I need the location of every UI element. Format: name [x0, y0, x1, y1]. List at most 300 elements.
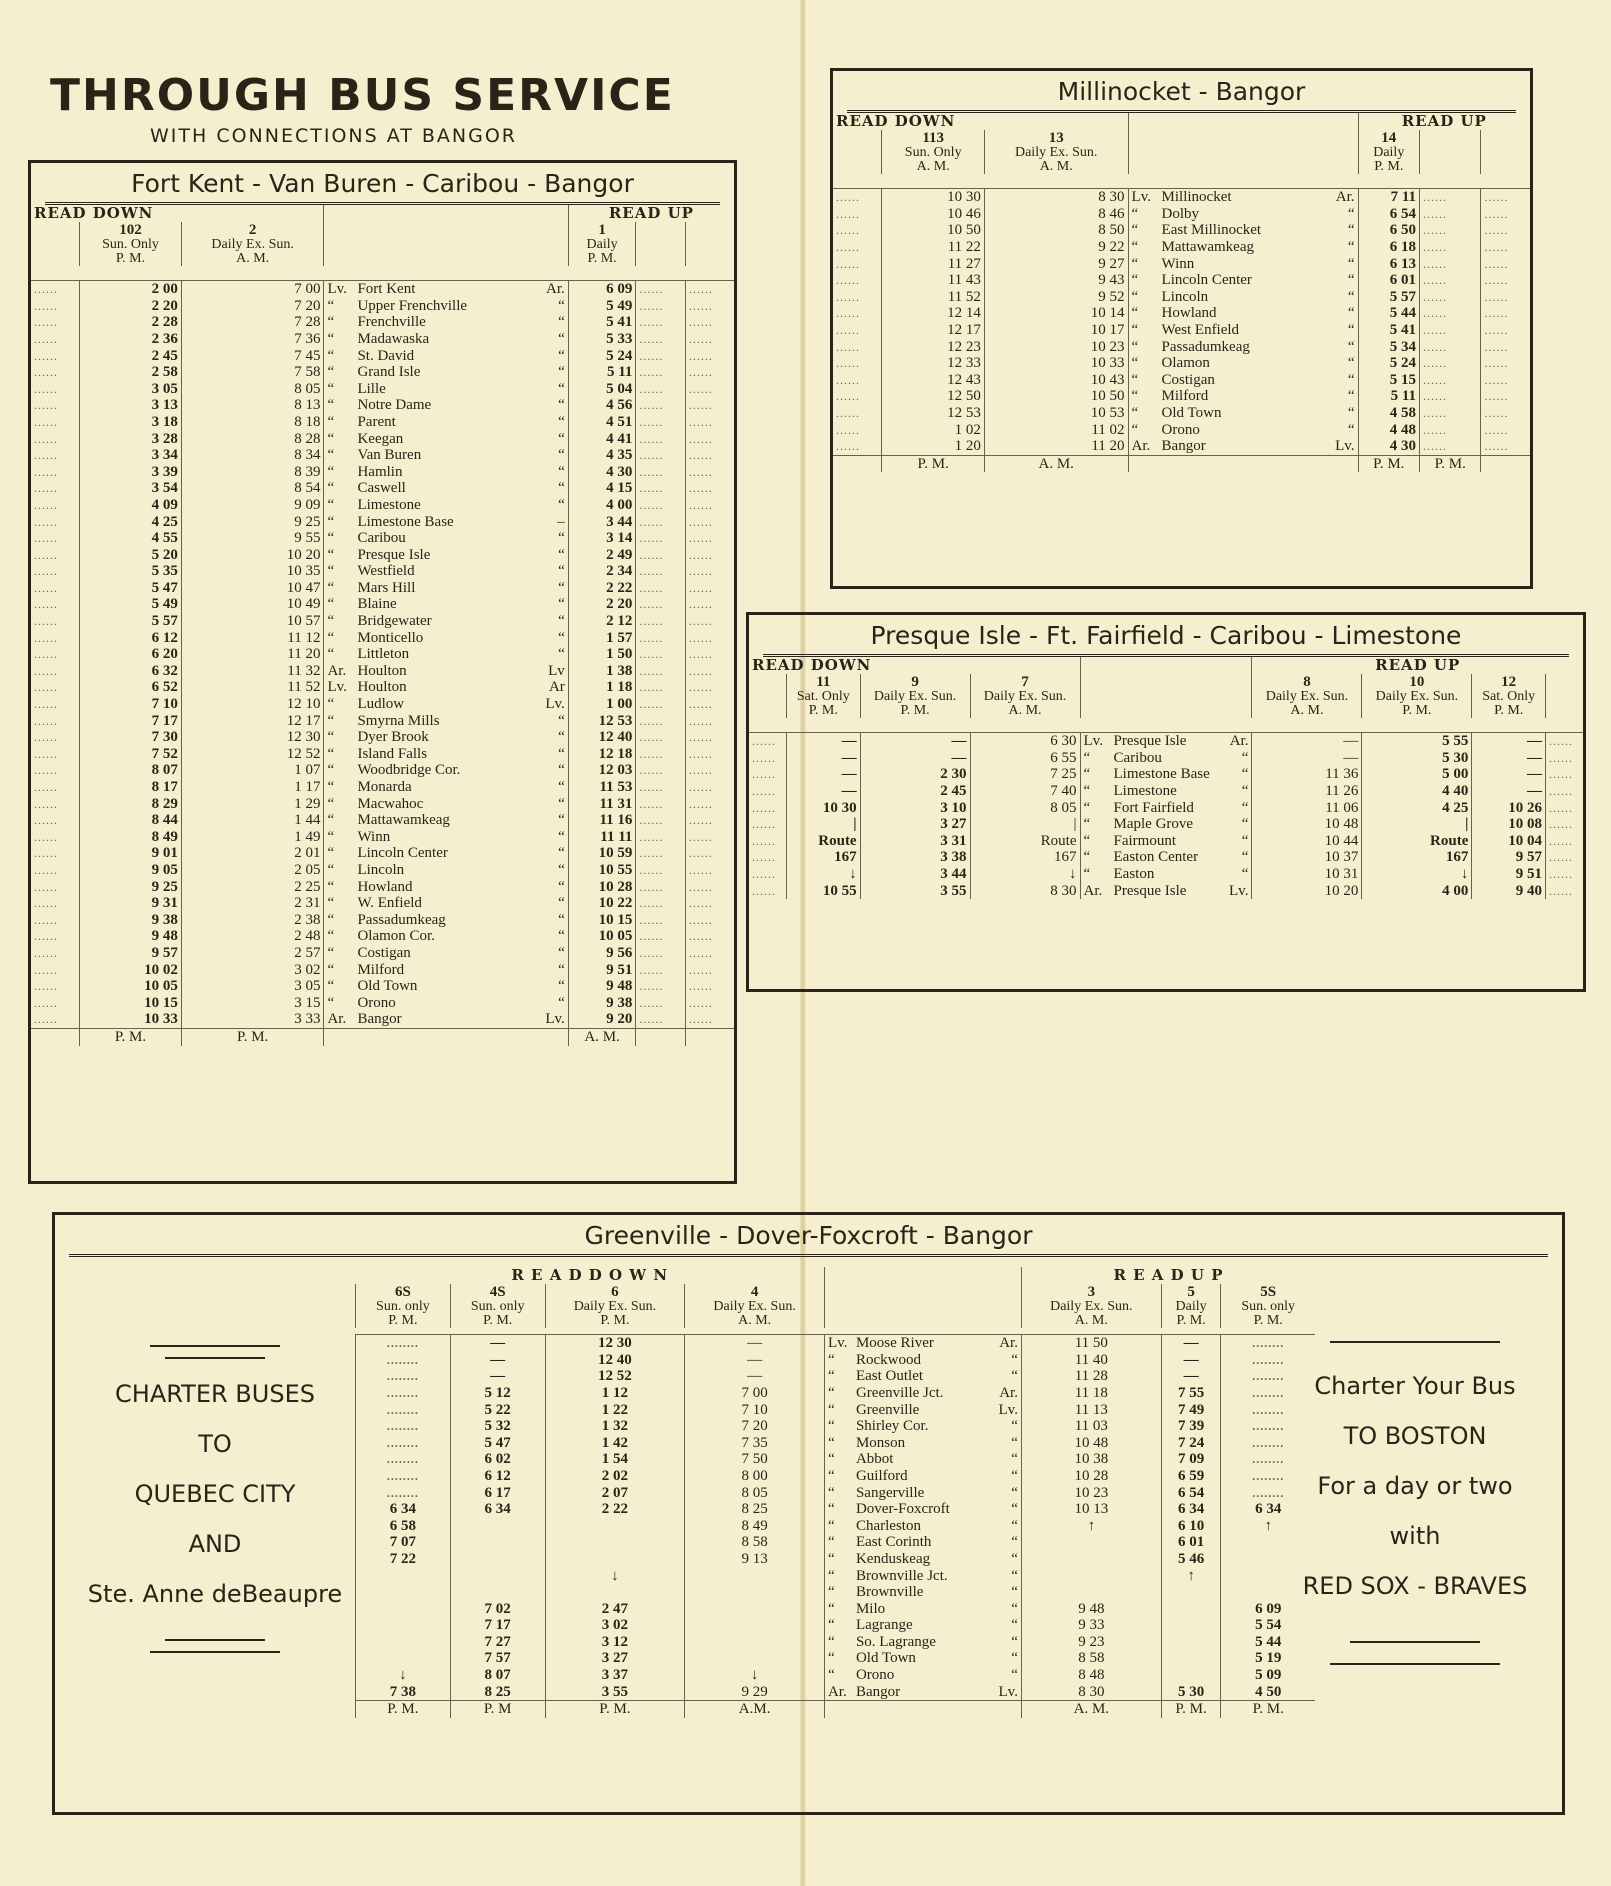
- time-cell: 7 17: [450, 1617, 545, 1634]
- stop-name: Brownville Jct.: [855, 1567, 948, 1584]
- time-cell: [1021, 1534, 1161, 1551]
- time-cell: [450, 1551, 545, 1568]
- time-cell: 9 38: [80, 912, 182, 929]
- table-row: [31, 364, 734, 381]
- time-cell: 10 05: [568, 928, 636, 945]
- stop-prefix: “: [327, 496, 335, 513]
- dot-leader: ......: [752, 817, 776, 832]
- stop-suffix: Lv.: [1335, 438, 1355, 455]
- dot-leader: ......: [636, 663, 685, 680]
- footer-spacer: [824, 1701, 1021, 1718]
- table-row: [749, 833, 1583, 850]
- time-cell: 6 09: [568, 281, 636, 298]
- time-cell: 10 55: [568, 862, 636, 879]
- stop-prefix: “: [327, 314, 335, 331]
- time-cell: 9 40: [1472, 883, 1546, 900]
- table-row: [833, 372, 1530, 389]
- dot-leader: ......: [34, 348, 58, 363]
- time-cell: 7 49: [1161, 1402, 1221, 1419]
- stop-prefix: “: [1083, 832, 1091, 849]
- service-note: Daily Ex. Sun.: [860, 690, 970, 704]
- charter-right-ad: [1265, 1331, 1565, 1675]
- stop-suffix: “: [558, 762, 565, 779]
- stop-prefix: “: [1131, 421, 1139, 438]
- stop-suffix: “: [1347, 222, 1355, 239]
- am-pm-footer: P. M.: [1221, 1701, 1315, 1718]
- stop-name: Olamon: [1161, 355, 1210, 372]
- time-cell: |: [1362, 816, 1472, 833]
- dot-leader: ......: [1545, 816, 1583, 833]
- table-row: [31, 514, 734, 531]
- stop-cell: [324, 796, 568, 813]
- stop-name: Fort Fairfield: [1113, 799, 1194, 816]
- timetable-title: Fort Kent - Van Buren - Caribou - Bangor: [45, 163, 720, 205]
- stop-prefix: “: [827, 1368, 835, 1385]
- time-cell: 8 00: [685, 1468, 825, 1485]
- stop-prefix: “: [327, 779, 335, 795]
- stop-name: Millinocket: [1161, 189, 1232, 206]
- stop-prefix: “: [827, 1484, 835, 1501]
- time-cell: 6 50: [1358, 222, 1419, 239]
- stop-suffix: Lv: [548, 662, 565, 679]
- stop-name: East Outlet: [855, 1368, 924, 1385]
- stop-suffix: “: [1347, 255, 1355, 272]
- time-cell: ↓: [786, 866, 860, 883]
- dot-leader: ......: [685, 862, 734, 879]
- stop-prefix: Ar.: [327, 662, 347, 679]
- stop-cell: [1128, 305, 1358, 322]
- time-cell: 6 20: [80, 646, 182, 663]
- stop-prefix: “: [327, 413, 335, 430]
- time-cell: 1 02: [882, 422, 984, 439]
- stop-name: Macwahoc: [357, 795, 424, 812]
- time-cell: 9 31: [80, 895, 182, 912]
- dot-leader: ......: [34, 497, 58, 512]
- stop-name: Monarda: [357, 779, 412, 795]
- am-pm: P. M.: [786, 704, 860, 718]
- dot-leader: ......: [685, 331, 734, 348]
- stop-name: Lincoln Center: [1161, 272, 1252, 289]
- dot-leader: ......: [1420, 372, 1481, 389]
- stop-cell: [324, 331, 568, 348]
- stop-prefix: “: [827, 1633, 835, 1650]
- dot-leader: ......: [685, 414, 734, 431]
- table-row: [356, 1518, 1316, 1535]
- dot-leader: ......: [685, 314, 734, 331]
- time-cell: 7 25: [970, 766, 1080, 783]
- time-cell: [685, 1584, 825, 1601]
- time-cell: 6 01: [1358, 272, 1419, 289]
- stop-name: Greenville Jct.: [855, 1384, 944, 1401]
- stop-cell: [824, 1352, 1021, 1369]
- dot-leader: ......: [34, 962, 58, 977]
- stop-suffix: “: [558, 911, 565, 928]
- stop-suffix: “: [1011, 1451, 1018, 1468]
- dot-leader: ......: [685, 563, 734, 580]
- time-cell: 7 20: [685, 1418, 825, 1435]
- stop-suffix: “: [558, 828, 565, 845]
- header-spacer: [1080, 674, 1252, 691]
- dot-leader: ......: [685, 431, 734, 448]
- stop-suffix: “: [558, 845, 565, 862]
- time-cell: 5 57: [80, 613, 182, 630]
- dot-leader: ......: [34, 746, 58, 761]
- time-cell: ↑: [1161, 1568, 1221, 1585]
- table-row: [833, 388, 1530, 405]
- dot-leader: ......: [34, 879, 58, 894]
- dot-leader: ......: [685, 995, 734, 1012]
- dot-leader: ......: [836, 223, 860, 238]
- table-row: [31, 547, 734, 564]
- stop-name: Old Town: [855, 1650, 916, 1667]
- time-cell: 5 55: [1362, 733, 1472, 750]
- stop-cell: [324, 962, 568, 979]
- stop-name: Costigan: [1161, 371, 1215, 388]
- stop-name: W. Enfield: [357, 895, 422, 912]
- time-cell: [1161, 1617, 1221, 1634]
- time-cell: 2 49: [568, 547, 636, 564]
- time-cell: 12 30: [545, 1335, 685, 1352]
- stop-cell: [324, 829, 568, 846]
- am-pm: A. M.: [882, 160, 984, 174]
- stop-cell: [324, 464, 568, 481]
- dot-leader: ......: [685, 879, 734, 896]
- time-cell: 10 50: [984, 388, 1128, 405]
- table-row: [31, 464, 734, 481]
- am-pm-footer: A. M.: [568, 1028, 636, 1045]
- time-cell: 12 03: [568, 762, 636, 779]
- stop-prefix: “: [1131, 205, 1139, 222]
- dot-leader: ......: [685, 596, 734, 613]
- dot-leader: ......: [34, 813, 58, 828]
- table-row: [31, 596, 734, 613]
- time-cell: 167: [786, 849, 860, 866]
- dot-leader: ......: [1545, 800, 1583, 817]
- time-cell: 2 28: [80, 314, 182, 331]
- time-cell: 10 50: [882, 222, 984, 239]
- time-cell: 8 46: [984, 206, 1128, 223]
- stop-cell: [824, 1335, 1021, 1352]
- stop-cell: [324, 879, 568, 896]
- table-row: [31, 812, 734, 829]
- time-cell: 10 02: [80, 962, 182, 979]
- time-cell: 11 20: [984, 438, 1128, 455]
- stop-suffix: “: [1011, 1650, 1018, 1667]
- stop-prefix: “: [327, 297, 335, 314]
- train-number: 6: [545, 1284, 685, 1301]
- charter-line: Charter Your Bus: [1314, 1372, 1516, 1400]
- time-cell: 7 09: [1161, 1451, 1221, 1468]
- time-cell: 1 22: [545, 1402, 685, 1419]
- dot-leader: ......: [836, 405, 860, 420]
- dot-leader: ......: [685, 696, 734, 713]
- dot-leader: ......: [34, 697, 58, 712]
- dot-leader: ......: [1545, 766, 1583, 783]
- time-cell: 10 38: [1021, 1451, 1161, 1468]
- stop-suffix: Lv.: [545, 696, 565, 713]
- time-cell: 10 48: [1252, 816, 1362, 833]
- stop-suffix: “: [558, 430, 565, 447]
- stop-suffix: “: [1011, 1550, 1018, 1567]
- dot-leader: ......: [636, 912, 685, 929]
- stop-name: Grand Isle: [357, 364, 421, 381]
- time-cell: 10 04: [1472, 833, 1546, 850]
- stop-name: Milo: [855, 1600, 886, 1617]
- time-cell: 10 30: [882, 189, 984, 206]
- time-cell: [450, 1584, 545, 1601]
- time-cell: 10 15: [568, 912, 636, 929]
- stop-cell: [324, 713, 568, 730]
- time-cell: [685, 1617, 825, 1634]
- stop-suffix: “: [558, 530, 565, 547]
- stop-prefix: “: [827, 1517, 835, 1534]
- stop-prefix: “: [1131, 272, 1139, 289]
- stop-name: Moose River: [855, 1335, 934, 1352]
- stop-prefix: “: [1131, 321, 1139, 338]
- stop-cell: [1080, 783, 1252, 800]
- stop-prefix: “: [327, 895, 335, 912]
- header-spacer: [824, 1314, 1021, 1328]
- time-cell: 2 45: [860, 783, 970, 800]
- am-pm: P. M.: [356, 1314, 451, 1328]
- time-cell: 5 46: [1161, 1551, 1221, 1568]
- time-cell: 3 34: [80, 447, 182, 464]
- table-row: [31, 696, 734, 713]
- timetable-millinocket-bangor: [830, 68, 1533, 589]
- time-cell: 6 13: [1358, 256, 1419, 273]
- stop-prefix: Lv.: [827, 1335, 848, 1352]
- table-row: [31, 995, 734, 1012]
- dot-leader: ......: [34, 995, 58, 1010]
- stop-prefix: “: [1131, 222, 1139, 239]
- table-row: [31, 746, 734, 763]
- time-cell: 7 28: [181, 314, 324, 331]
- stop-prefix: “: [327, 944, 335, 961]
- service-note: Daily Ex. Sun.: [685, 1300, 825, 1314]
- dot-leader: ......: [636, 298, 685, 315]
- am-pm: A. M.: [181, 252, 324, 266]
- time-cell: 6 09: [1221, 1601, 1315, 1618]
- time-cell: [1021, 1551, 1161, 1568]
- time-cell: 8 58: [685, 1534, 825, 1551]
- stop-cell: [324, 530, 568, 547]
- dot-leader: ......: [1420, 189, 1481, 206]
- stop-name: Caswell: [357, 480, 406, 497]
- time-cell: 5 24: [1358, 355, 1419, 372]
- time-cell: 11 11: [568, 829, 636, 846]
- footer-spacer: [833, 455, 882, 472]
- time-cell: ↑: [1021, 1518, 1161, 1535]
- service-note: Daily Ex. Sun.: [970, 690, 1080, 704]
- stop-prefix: “: [1083, 749, 1091, 766]
- stop-name: Dyer Brook: [357, 729, 429, 746]
- stop-name: Sangerville: [855, 1484, 925, 1501]
- time-cell: Route: [1362, 833, 1472, 850]
- dot-leader: ......: [685, 364, 734, 381]
- header-spacer: [324, 222, 568, 239]
- stop-suffix: Lv.: [998, 1401, 1018, 1418]
- stop-suffix: “: [1241, 816, 1249, 833]
- stop-name: Costigan: [357, 944, 411, 961]
- stop-cell: [324, 1011, 568, 1028]
- table-row: [31, 912, 734, 929]
- time-cell: 2 07: [545, 1485, 685, 1502]
- time-cell: [356, 1617, 451, 1634]
- stop-name: Dolby: [1161, 205, 1200, 222]
- stop-prefix: “: [327, 812, 335, 829]
- time-cell: 12 43: [882, 372, 984, 389]
- header-spacer: [1080, 657, 1252, 674]
- stop-prefix: “: [327, 994, 335, 1011]
- time-cell: 10 17: [984, 322, 1128, 339]
- am-pm: A. M.: [685, 1314, 825, 1328]
- footer-spacer: [1481, 455, 1530, 472]
- header-spacer: [1481, 130, 1530, 147]
- train-number: 5: [1161, 1284, 1221, 1301]
- dot-leader: ......: [1420, 388, 1481, 405]
- stop-name: Abbot: [855, 1451, 894, 1468]
- stop-prefix: “: [327, 861, 335, 878]
- table-row: [31, 762, 734, 779]
- time-cell: 6 34: [1161, 1501, 1221, 1518]
- time-cell: 5 04: [568, 381, 636, 398]
- dot-leader: ......: [636, 746, 685, 763]
- time-cell: 4 58: [1358, 405, 1419, 422]
- dot-leader: ......: [636, 530, 685, 547]
- time-cell: 6 01: [1161, 1534, 1221, 1551]
- stop-cell: [1080, 849, 1252, 866]
- time-cell: 8 18: [181, 414, 324, 431]
- train-number: 7: [970, 674, 1080, 691]
- stop-suffix: “: [1241, 865, 1249, 882]
- dot-leader: ......: [636, 480, 685, 497]
- time-cell: 6 30: [970, 733, 1080, 750]
- table-row: [31, 613, 734, 630]
- stop-suffix: “: [558, 314, 565, 331]
- dot-leader: ......: [836, 356, 860, 371]
- stop-cell: [324, 314, 568, 331]
- stop-cell: [324, 812, 568, 829]
- dot-leader: ......: [836, 306, 860, 321]
- time-cell: 3 39: [80, 464, 182, 481]
- am-pm-footer: P. M.: [545, 1701, 685, 1718]
- stop-suffix: “: [1011, 1600, 1018, 1617]
- time-cell: 3 31: [860, 833, 970, 850]
- time-cell: 7 40: [970, 783, 1080, 800]
- charter-left-ad: [65, 1335, 365, 1663]
- service-note: Daily: [1161, 1300, 1221, 1314]
- stop-name: Charleston: [855, 1517, 921, 1534]
- timetable-greenville-bangor: [52, 1212, 1565, 1815]
- dot-leader: ......: [636, 995, 685, 1012]
- dot-leader: ......: [636, 729, 685, 746]
- am-pm-footer: P. M.: [1161, 1701, 1221, 1718]
- time-cell: 7 00: [181, 281, 324, 298]
- time-cell: 9 57: [80, 945, 182, 962]
- header-spacer: [324, 252, 568, 266]
- stop-suffix: “: [558, 878, 565, 895]
- stop-cell: [824, 1667, 1021, 1684]
- stop-name: Caribou: [357, 530, 406, 547]
- stop-prefix: “: [827, 1584, 835, 1601]
- header-spacer: [1080, 690, 1252, 704]
- train-number: 11: [786, 674, 860, 691]
- time-cell: 9 52: [984, 289, 1128, 306]
- time-cell: 7 30: [80, 729, 182, 746]
- stop-prefix: “: [327, 729, 335, 746]
- dot-leader: ......: [752, 734, 776, 749]
- dot-leader: ......: [636, 1011, 685, 1028]
- time-cell: 7 10: [80, 696, 182, 713]
- stop-cell: [324, 397, 568, 414]
- dot-leader: ......: [685, 1011, 734, 1028]
- table-row: [356, 1485, 1316, 1502]
- time-cell: 9 51: [568, 962, 636, 979]
- service-note: Sun. Only: [80, 238, 182, 252]
- stop-cell: [324, 779, 568, 796]
- header-spacer: [324, 205, 568, 222]
- stop-prefix: “: [1131, 338, 1139, 355]
- stop-name: Limestone Base: [1113, 766, 1210, 783]
- time-cell: 10 05: [80, 978, 182, 995]
- header-spacer: [1545, 704, 1583, 718]
- time-cell: 12 33: [882, 355, 984, 372]
- time-cell: 9 43: [984, 272, 1128, 289]
- time-cell: 10 48: [1021, 1435, 1161, 1452]
- stop-suffix: “: [558, 729, 565, 746]
- time-cell: 4 51: [568, 414, 636, 431]
- dot-leader: ......: [685, 845, 734, 862]
- dot-leader: ......: [34, 647, 58, 662]
- dot-leader: ......: [636, 464, 685, 481]
- dot-leader: ......: [34, 580, 58, 595]
- stop-cell: [1080, 766, 1252, 783]
- dot-leader: ......: [685, 547, 734, 564]
- time-cell: 9 38: [568, 995, 636, 1012]
- time-cell: 9 51: [1472, 866, 1546, 883]
- time-cell: 2 58: [80, 364, 182, 381]
- dot-leader: ......: [636, 447, 685, 464]
- time-cell: 12 23: [882, 339, 984, 356]
- stop-prefix: “: [327, 795, 335, 812]
- time-cell: 3 55: [545, 1684, 685, 1701]
- time-cell: 5 24: [568, 348, 636, 365]
- time-cell: 8 30: [984, 189, 1128, 206]
- time-cell: 6 32: [80, 663, 182, 680]
- time-cell: ........: [356, 1385, 451, 1402]
- time-cell: ........: [1221, 1352, 1315, 1369]
- stop-cell: [324, 696, 568, 713]
- stop-suffix: Ar.: [999, 1384, 1018, 1401]
- train-number: 14: [1358, 130, 1419, 147]
- time-cell: 12 17: [181, 713, 324, 730]
- stop-name: Limestone Base: [357, 513, 454, 530]
- dot-leader: ......: [1420, 206, 1481, 223]
- dot-leader: ......: [34, 431, 58, 446]
- time-cell: 7 11: [1358, 189, 1419, 206]
- time-cell: 5 44: [1221, 1634, 1315, 1651]
- time-cell: 1 44: [181, 812, 324, 829]
- stop-prefix: “: [1131, 371, 1139, 388]
- time-cell: —: [1472, 750, 1546, 767]
- header-spacer: [685, 238, 734, 252]
- stop-name: Presque Isle: [357, 546, 431, 563]
- time-cell: 8 58: [1021, 1650, 1161, 1667]
- dot-leader: ......: [636, 696, 685, 713]
- stop-cell: [824, 1485, 1021, 1502]
- read-up-label: READ UP: [1252, 657, 1583, 674]
- time-cell: 7 10: [685, 1402, 825, 1419]
